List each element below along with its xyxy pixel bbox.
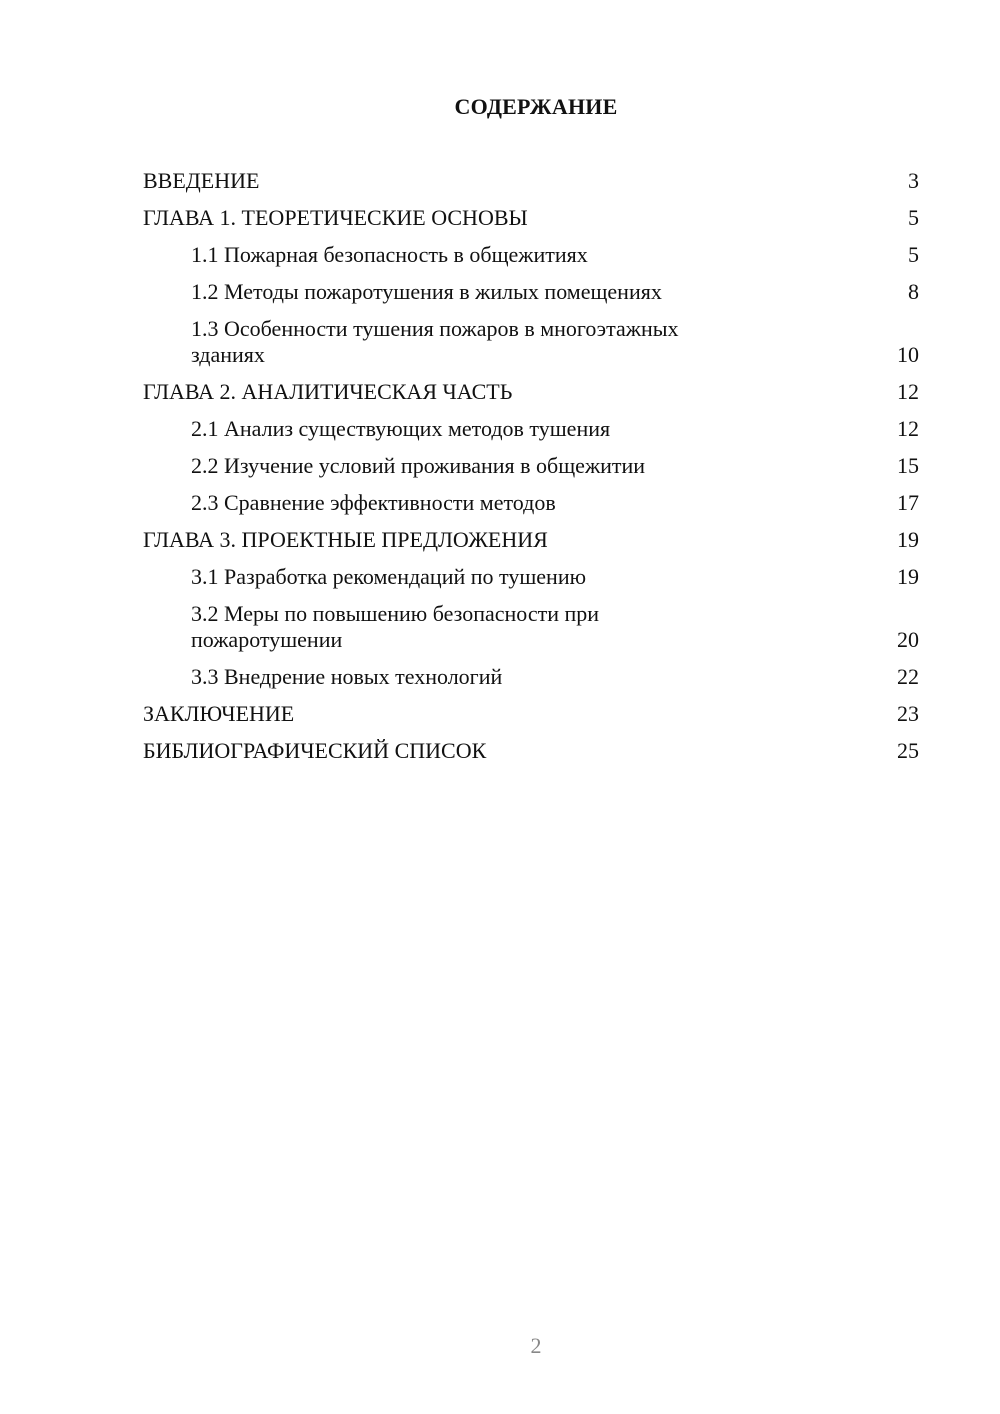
- toc-entry-title: 2.2 Изучение условий проживания в общежитии: [191, 453, 646, 478]
- toc-section-entry: [143, 279, 919, 316]
- toc-chapter-entry: [143, 379, 919, 416]
- toc-chapter-entry: [143, 205, 919, 242]
- toc-section-entry: [143, 453, 919, 490]
- toc-entry-page: 3: [908, 168, 919, 193]
- toc-entry-page: 5: [908, 205, 919, 230]
- toc-section-entry: [143, 490, 919, 527]
- toc-section-entry: [143, 416, 919, 453]
- toc-entry-title: БИБЛИОГРАФИЧЕСКИЙ СПИСОК: [143, 738, 487, 763]
- toc-entry-title: ГЛАВА 3. ПРОЕКТНЫЕ ПРЕДЛОЖЕНИЯ: [143, 527, 548, 552]
- toc-chapter-entry: [143, 738, 919, 775]
- toc-entry-page: 15: [897, 453, 919, 478]
- toc-entry-page: 25: [897, 738, 919, 763]
- toc-entry-page: 19: [897, 564, 919, 589]
- toc-entry-title: 1.2 Методы пожаротушения в жилых помещениях: [191, 279, 662, 304]
- toc-entry-title: 2.1 Анализ существующих методов тушения: [191, 416, 611, 441]
- toc-entry-title: 3.2 Меры по повышению безопасности при пожаротушении: [191, 601, 600, 652]
- toc-section-entry: [143, 664, 919, 701]
- toc-entry-title: 1.3 Особенности тушения пожаров в многоэтажных зданиях: [191, 316, 679, 367]
- toc-entry-page: 10: [897, 342, 919, 367]
- page-title: СОДЕРЖАНИЕ: [454, 94, 618, 119]
- toc-entry-page: 17: [897, 490, 919, 515]
- toc-entry-title: 3.1 Разработка рекомендаций по тушению: [191, 564, 587, 589]
- toc-entry-page: 22: [897, 664, 919, 689]
- toc-entry-title: 1.1 Пожарная безопасность в общежитиях: [191, 242, 588, 267]
- toc-chapter-entry: [143, 701, 919, 738]
- toc-section-entry: [143, 242, 919, 279]
- toc-entry-page: 19: [897, 527, 919, 552]
- toc-section-entry: [143, 564, 919, 601]
- toc-entry-title: 3.3 Внедрение новых технологий: [191, 664, 503, 689]
- toc-entry-page: 8: [908, 279, 919, 304]
- toc-section-entry: [143, 316, 919, 379]
- toc-chapter-entry: [143, 527, 919, 564]
- toc-entry-title: 2.3 Сравнение эффективности методов: [191, 490, 556, 515]
- toc-entry-title: ГЛАВА 2. АНАЛИТИЧЕСКАЯ ЧАСТЬ: [143, 379, 513, 404]
- toc-entry-page: 12: [897, 416, 919, 441]
- toc-entry-page: 23: [897, 701, 919, 726]
- table-of-contents: [143, 168, 919, 775]
- toc-entry-title: ВВЕДЕНИЕ: [143, 168, 260, 193]
- toc-chapter-entry: [143, 168, 919, 205]
- toc-entry-title: ГЛАВА 1. ТЕОРЕТИЧЕСКИЕ ОСНОВЫ: [143, 205, 528, 230]
- page-number: 2: [530, 1333, 542, 1358]
- toc-entry-page: 20: [897, 627, 919, 652]
- toc-section-entry: [143, 601, 919, 664]
- toc-entry-title: ЗАКЛЮЧЕНИЕ: [143, 701, 295, 726]
- toc-entry-page: 12: [897, 379, 919, 404]
- toc-entry-page: 5: [908, 242, 919, 267]
